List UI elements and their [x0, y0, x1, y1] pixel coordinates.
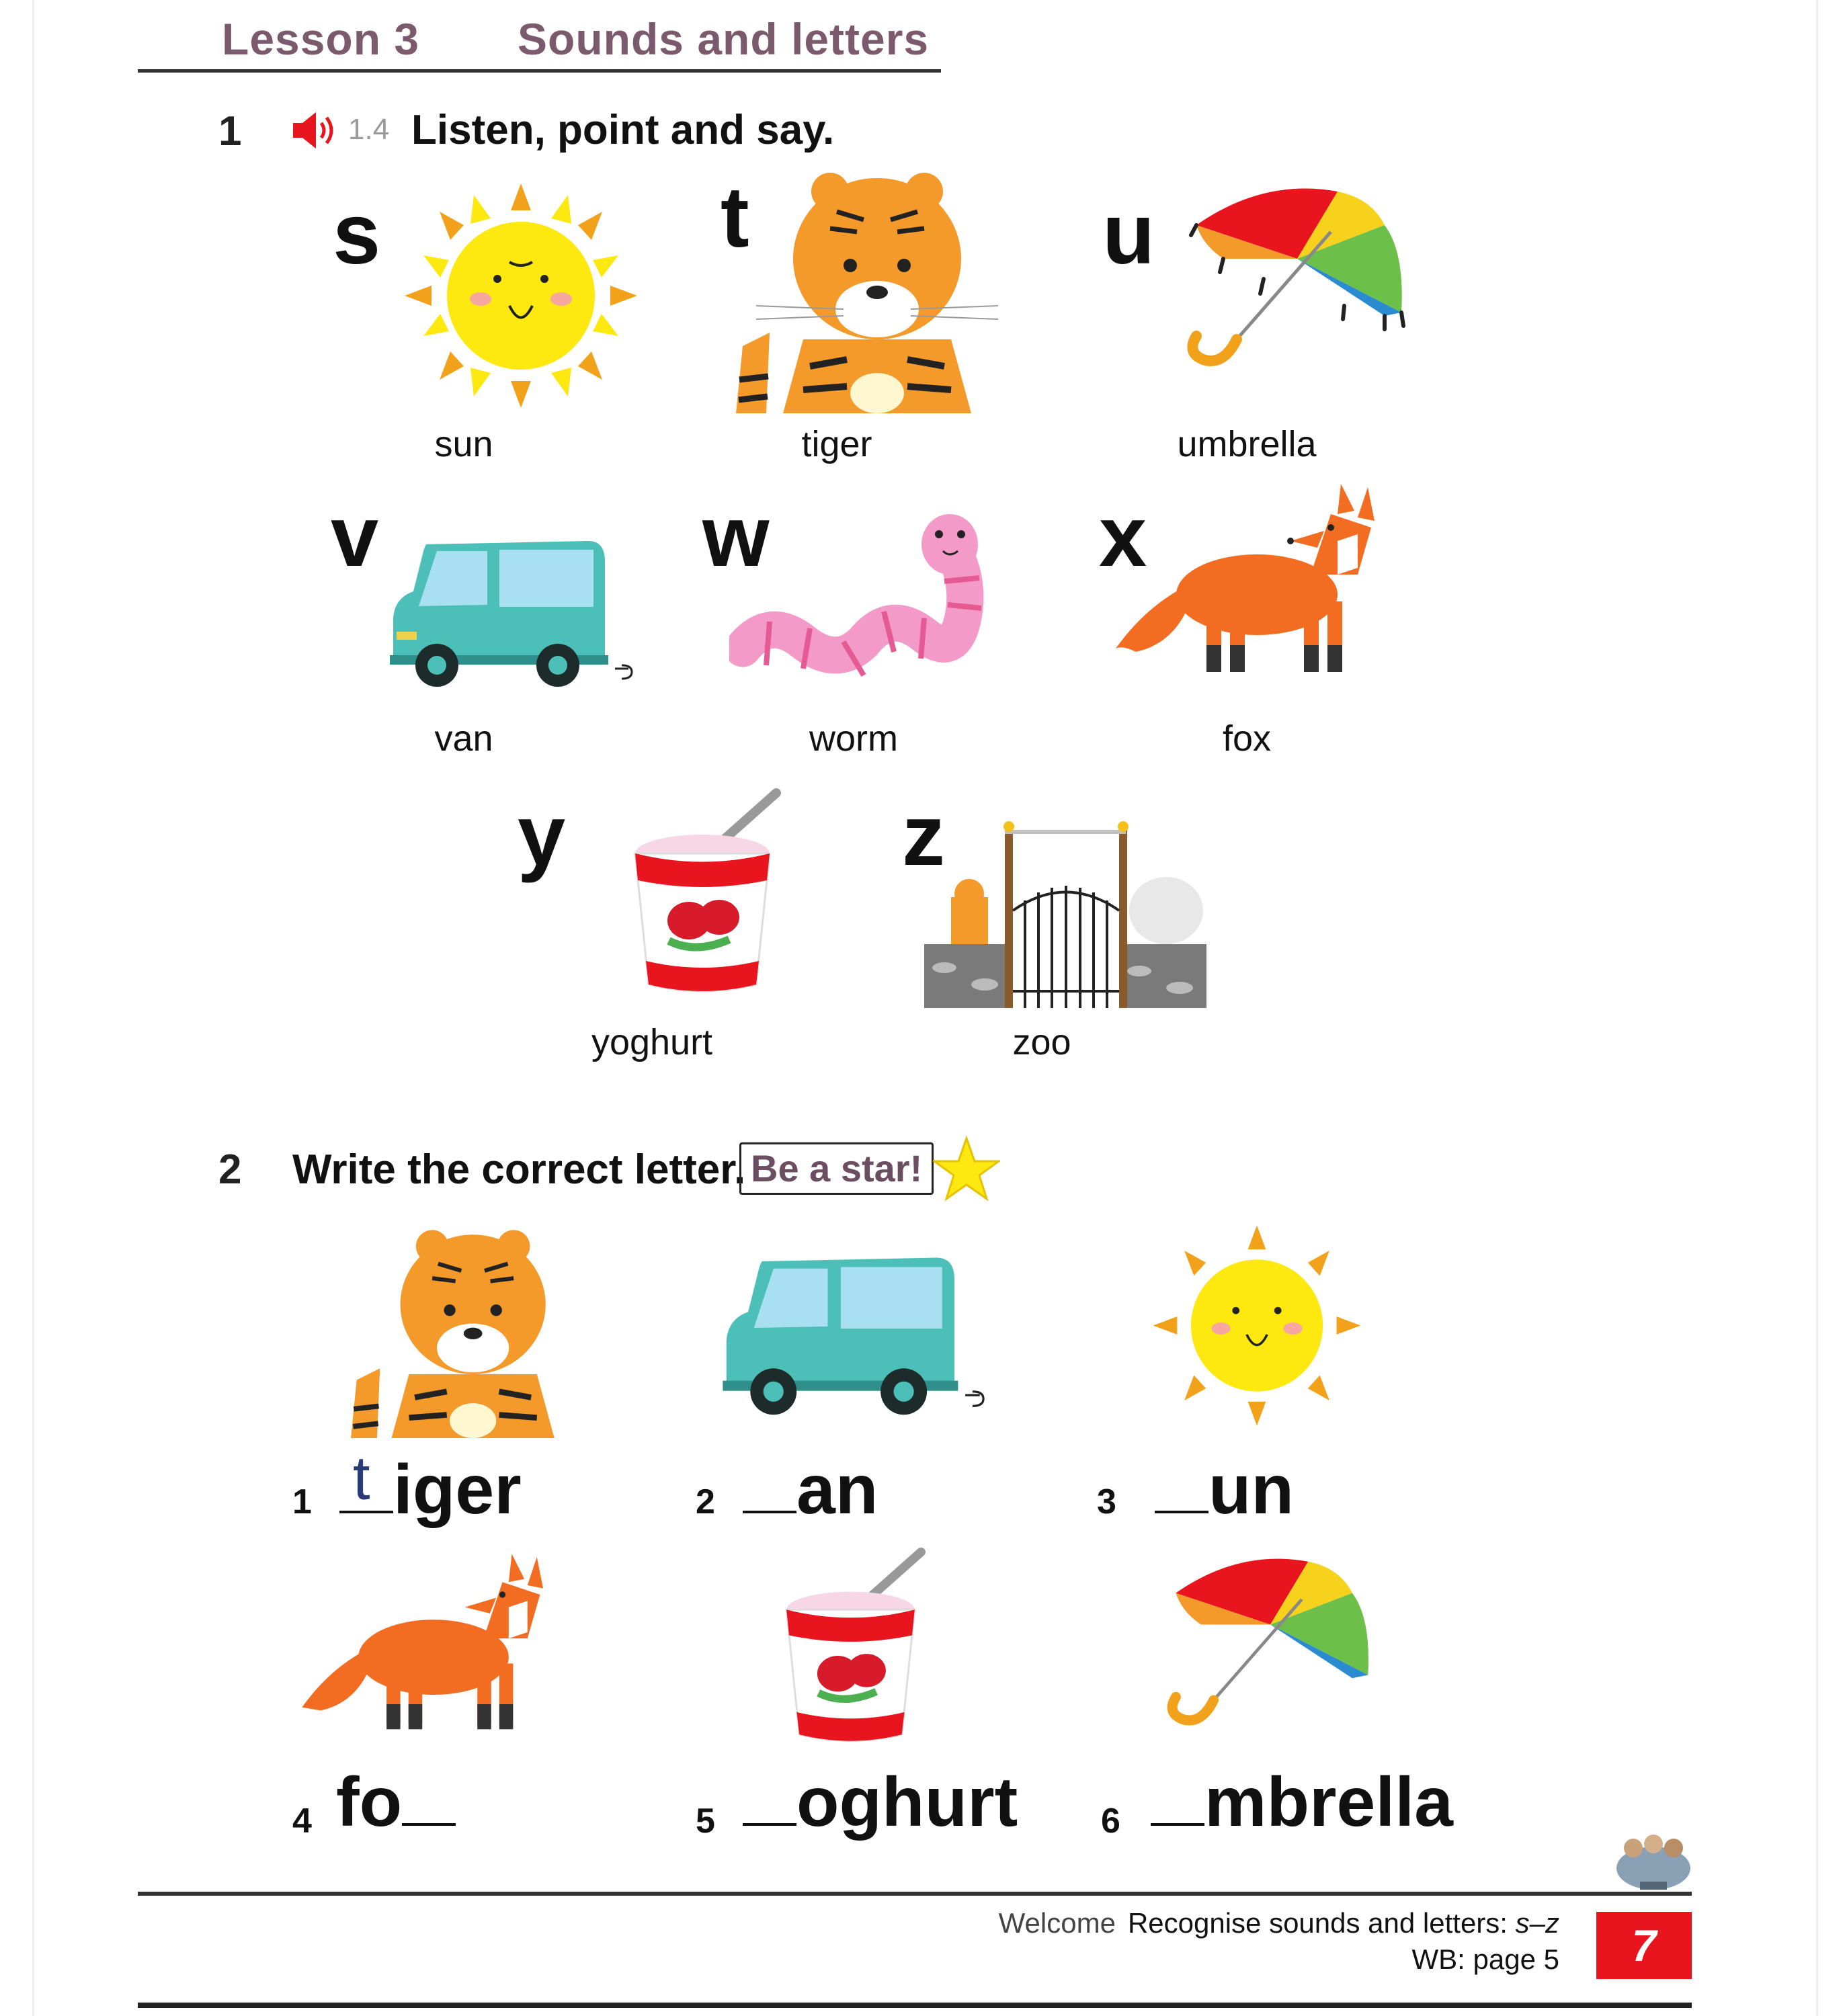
answer-filled-1: t	[353, 1444, 370, 1513]
fox-icon	[296, 1549, 571, 1740]
letter-z: z	[902, 788, 945, 884]
umbrella-icon	[1183, 178, 1411, 393]
item-word-6-rest: mbrella	[1204, 1763, 1453, 1841]
audio-track-number: 1.4	[348, 113, 390, 146]
page-edge-left	[32, 0, 34, 2016]
umbrella-icon	[1163, 1549, 1378, 1751]
sun-icon	[397, 178, 645, 413]
item-number-1: 1	[292, 1482, 312, 1521]
footer-workbook: WB: page 5	[1411, 1943, 1559, 1975]
word-tiger: tiger	[801, 424, 872, 464]
item-word-4-start: fo	[336, 1763, 403, 1841]
fox-icon	[1109, 480, 1405, 682]
item-word-3-rest: un	[1208, 1451, 1295, 1529]
item-word-2-rest: an	[796, 1451, 878, 1529]
letter-v: v	[331, 489, 379, 585]
item-word-4	[336, 1763, 456, 1841]
answer-blank-4[interactable]	[402, 1772, 456, 1826]
word-van: van	[434, 718, 493, 759]
lesson-title: Sounds and letters	[518, 14, 930, 64]
word-fox: fox	[1222, 718, 1272, 759]
answer-blank-2[interactable]	[743, 1460, 796, 1513]
van-icon	[719, 1247, 1001, 1428]
word-zoo: zoo	[1012, 1022, 1071, 1062]
exercise1-instruction: Listen, point and say.	[411, 107, 835, 153]
exercise1-number: 1	[218, 108, 242, 155]
footer-unit: Welcome	[998, 1907, 1116, 1939]
audio-speaker-icon[interactable]	[290, 110, 344, 151]
item-number-5: 5	[696, 1802, 715, 1841]
answer-blank-1[interactable]	[339, 1444, 393, 1513]
sun-icon	[1146, 1220, 1368, 1431]
footer-objective-text: Recognise sounds and letters:	[1127, 1907, 1516, 1939]
item-word-1-rest: iger	[393, 1451, 522, 1529]
mascot-icon	[1613, 1828, 1694, 1892]
yoghurt-icon	[780, 1546, 934, 1751]
letter-x: x	[1099, 489, 1147, 585]
answer-blank-5[interactable]	[743, 1772, 796, 1826]
word-yoghurt: yoghurt	[591, 1022, 713, 1062]
item-word-5	[743, 1763, 1018, 1841]
page-number: 7	[1596, 1912, 1692, 1979]
footer-range: s–z	[1515, 1907, 1559, 1939]
lesson-label: Lesson 3	[222, 14, 420, 64]
lesson-header	[138, 5, 941, 73]
letter-w: w	[702, 489, 770, 585]
word-umbrella: umbrella	[1177, 424, 1317, 464]
word-sun: sun	[434, 424, 493, 464]
tiger-icon	[729, 165, 1012, 413]
item-word-1	[339, 1444, 522, 1529]
item-word-5-rest: oghurt	[796, 1763, 1018, 1841]
van-icon	[386, 531, 649, 699]
tiger-icon	[339, 1223, 595, 1438]
star-icon	[933, 1136, 1000, 1203]
be-a-star-badge: Be a star!	[739, 1142, 934, 1195]
exercise2-instruction: Write the correct letter.	[292, 1146, 746, 1193]
answer-blank-6[interactable]	[1151, 1772, 1204, 1826]
letter-y: y	[518, 788, 566, 884]
letter-t: t	[721, 169, 749, 265]
item-number-4: 4	[292, 1802, 312, 1841]
letter-s: s	[333, 186, 381, 282]
letter-u: u	[1102, 186, 1155, 282]
worm-icon	[729, 507, 1012, 709]
item-word-6	[1151, 1763, 1453, 1841]
answer-blank-3[interactable]	[1155, 1460, 1208, 1513]
item-word-3	[1155, 1451, 1295, 1529]
item-number-2: 2	[696, 1482, 715, 1521]
footer-rule-bottom	[138, 2003, 1692, 2008]
yoghurt-icon	[628, 786, 790, 1001]
footer-objective	[999, 1907, 1559, 1939]
word-worm: worm	[809, 718, 898, 759]
item-number-6: 6	[1101, 1802, 1120, 1841]
footer-rule-top	[138, 1892, 1692, 1896]
zoo-icon	[924, 816, 1206, 1008]
page-edge-right	[1816, 0, 1818, 2016]
exercise2-number: 2	[218, 1146, 242, 1193]
item-word-2	[743, 1451, 878, 1529]
item-number-3: 3	[1097, 1482, 1116, 1521]
